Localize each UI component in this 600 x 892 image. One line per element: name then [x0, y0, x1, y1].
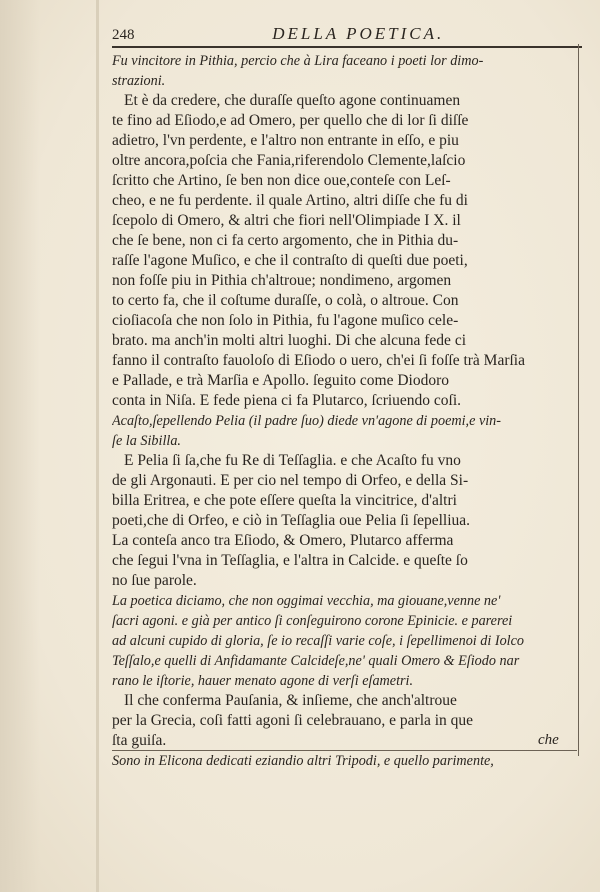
text-line: conta in Niſa. E fede piena ci fa Plutarco, ſcriuendo coſi. [112, 392, 462, 409]
text-line: per la Grecia, coſi fatti agoni ſi celebrauano, e parla in que [112, 712, 474, 729]
text-line: cheo, e ne fu perdente. il quale Artino, altri diſſe che fu di [112, 192, 468, 209]
text-line: fanno il contraſto fauoloſo di Eſiodo o uero, ch'ei ſi foſſe trà Marſia [112, 352, 525, 369]
text-line: strazioni. [112, 73, 166, 89]
text-line: La poetica diciamo, che non oggimai vecchia, ma giouane,venne ne' [112, 593, 501, 609]
text-line: no ſue parole. [112, 572, 197, 589]
text-line: che ſegui l'vna in Teſſaglia, e l'altra in Calcide. e queſte ſo [112, 552, 468, 569]
text-line: Et è da credere, che duraſſe queſto agone continuamen [124, 92, 461, 109]
text-line: Il che conferma Pauſania, & inſieme, che anch'altroue [124, 692, 457, 709]
text-line: che ſe bene, non ci fa certo argomento, che in Pithia du- [112, 232, 459, 249]
text-line: brato. ma anch'in molti altri luoghi. Di che alcuna fede ci [112, 332, 467, 349]
text-line: de gli Argonauti. E per cio nel tempo di Orfeo, e della Si- [112, 472, 469, 489]
text-line: poeti,che di Orfeo, e ciò in Teſſaglia oue Pelia ſi ſepelliua. [112, 512, 471, 529]
text-line: La conteſa anco tra Eſiodo, & Omero, Plutarco afferma [112, 532, 454, 549]
page-number: 248 [112, 27, 135, 43]
text-line: Teſſalo,e quelli di Anfidamante Calcideſe,ne' quali Omero & Eſiodo nar [112, 653, 520, 669]
running-head [112, 24, 582, 44]
text-line: te fino ad Eſiodo,e ad Omero, per quello che di lor ſi diſſe [112, 112, 469, 129]
text-block [112, 24, 582, 771]
text-line: adietro, l'vn perdente, e l'altro non entrante in eſſo, e piu [112, 132, 459, 149]
running-title: DELLA POETICA. [272, 24, 445, 43]
text-line: E Pelia ſi ſa,che fu Re di Teſſaglia. e che Acaſto fu vno [124, 452, 461, 469]
text-line: non foſſe piu in Pithia ch'altroue; nondimeno, argomen [112, 272, 452, 289]
right-border-rule [578, 44, 579, 756]
text-lines [112, 51, 582, 771]
spine-shadow [0, 0, 40, 892]
text-line: raſſe l'agone Muſico, e che il contraſto di queſti due poeti, [112, 252, 468, 269]
bottom-border-rule [112, 750, 577, 751]
text-line: ſcepolo di Omero, & altri che fiori nell'Olimpiade I X. il [112, 212, 461, 229]
text-line: Acaſto,ſepellendo Pelia (il padre ſuo) diede vn'agone di poemi,e vin- [112, 413, 501, 429]
text-line: ſcritto che Artino, ſe ben non dice oue,conteſe con Leſ- [112, 172, 451, 189]
text-line: ſe la Sibilla. [112, 433, 181, 449]
text-line: Sono in Elicona dedicati eziandio altri Tripodi, e quello parimente, [112, 753, 494, 769]
catchword: che [538, 732, 559, 748]
text-line: ſta guiſa. [112, 732, 167, 749]
text-line: ſacri agoni. e già per antico ſi conſeguirono corone Epinicie. e parerei [112, 613, 513, 629]
header-rule [112, 46, 582, 48]
margin-rule [96, 0, 99, 892]
text-line: cioſiacoſa che non ſolo in Pithia, fu l'agone muſico cele- [112, 312, 459, 329]
text-line: to certo fa, che il coſtume duraſſe, o colà, o altroue. Con [112, 292, 459, 309]
text-line: e Pallade, e trà Marſia e Apollo. ſeguito come Diodoro [112, 372, 450, 389]
text-line: Fu vincitore in Pithia, percio che à Lira faceano i poeti lor dimo- [112, 53, 484, 69]
text-line: rano le iſtorie, hauer menato agone di verſi eſametri. [112, 673, 414, 689]
text-line: oltre ancora,poſcia che Fania,riferendolo Clemente,laſcio [112, 152, 466, 169]
text-line: billa Eritrea, e che pote eſſere queſta la vincitrice, d'altri [112, 492, 457, 509]
text-line: ad alcuni cupido di gloria, ſe io recaſſi varie coſe, i ſepellimenoi di Iolco [112, 633, 525, 649]
